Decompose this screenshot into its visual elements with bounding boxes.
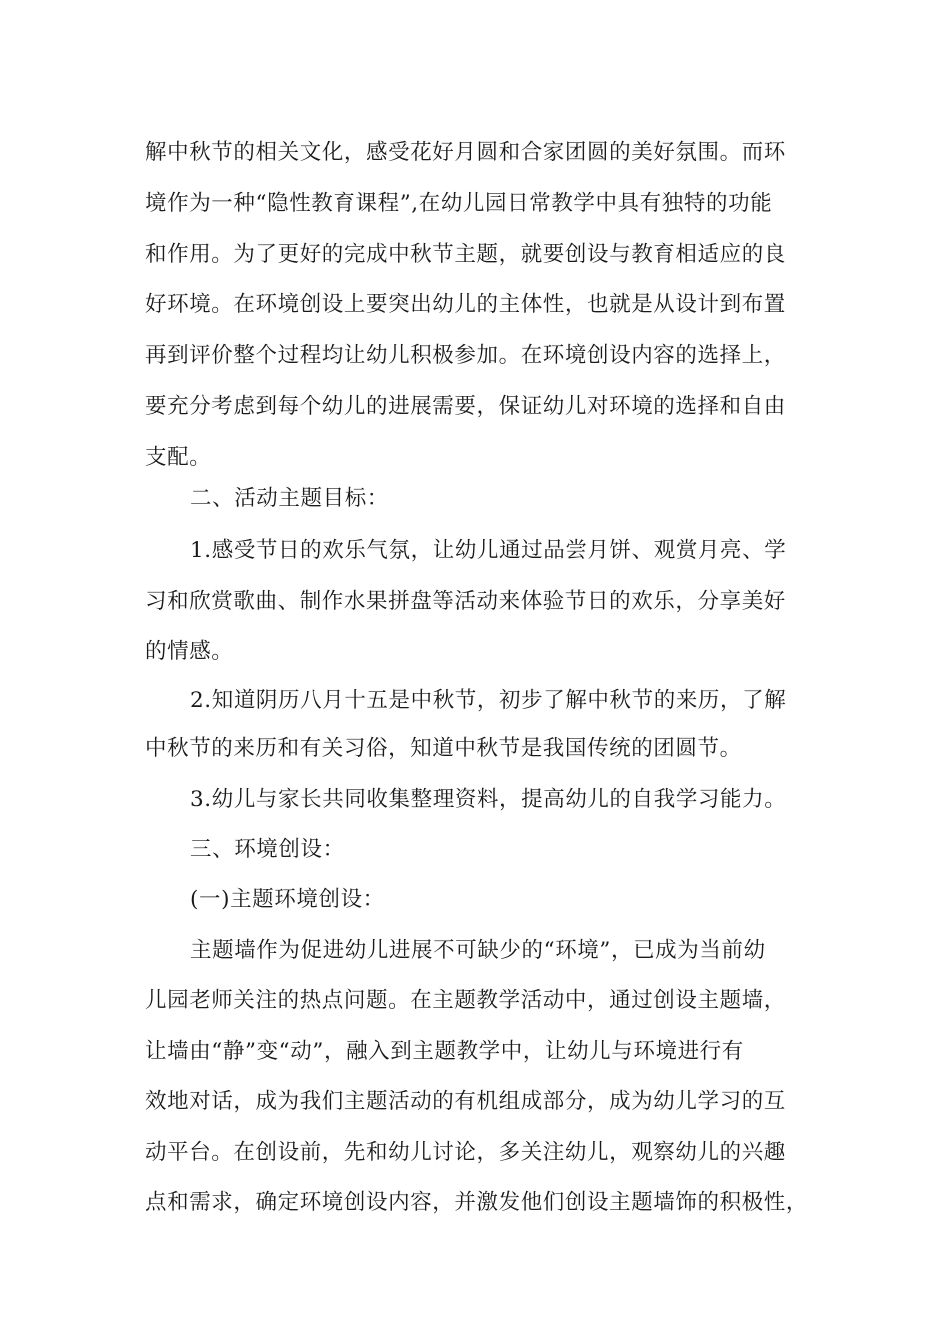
text-line: 效地对话，成为我们主题活动的有机组成部分，成为幼儿学习的互 [145, 1089, 786, 1114]
text-line: 的情感。 [145, 639, 234, 664]
section-heading: 二、活动主题目标： [190, 486, 389, 511]
text-line: 要充分考虑到每个幼儿的进展需要，保证幼儿对环境的选择和自由 [145, 394, 786, 419]
text-line: 2.知道阴历八月十五是中秋节，初步了解中秋节的来历，了解 [190, 688, 787, 713]
text-line: 习和欣赏歌曲、制作水果拼盘等活动来体验节日的欢乐，分享美好 [145, 589, 786, 614]
text-line: 再到评价整个过程均让幼儿积极参加。在环境创设内容的选择上， [145, 343, 786, 368]
text-line: 解中秋节的相关文化，感受花好月圆和合家团圆的美好氛围。而环 [145, 140, 786, 165]
section-heading: 三、环境创设： [190, 837, 345, 862]
text-line: 3.幼儿与家长共同收集整理资料，提高幼儿的自我学习能力。 [190, 787, 787, 812]
text-line: 中秋节的来历和有关习俗，知道中秋节是我国传统的团圆节。 [145, 736, 742, 761]
text-line: 主题墙作为促进幼儿进展不可缺少的“环境”，已成为当前幼 [190, 938, 766, 963]
text-line: 支配。 [145, 445, 212, 470]
text-line: 儿园老师关注的热点问题。在主题教学活动中，通过创设主题墙， [145, 988, 786, 1013]
text-line: 动平台。在创设前，先和幼儿讨论，多关注幼儿，观察幼儿的兴趣 [145, 1140, 786, 1165]
text-line: 让墙由“静”变“动”，融入到主题教学中，让幼儿与环境进行有 [145, 1039, 744, 1064]
text-line: 境作为一种“隐性教育课程”,在幼儿园日常教学中具有独特的功能 [145, 191, 773, 216]
text-line: 点和需求，确定环境创设内容，并激发他们创设主题墙饰的积极性， [145, 1190, 809, 1215]
text-line: 和作用。为了更好的完成中秋节主题，就要创设与教育相适应的良 [145, 242, 786, 267]
text-line: 好环境。在环境创设上要突出幼儿的主体性，也就是从设计到布置 [145, 292, 786, 317]
subsection-heading: (一)主题环境创设： [190, 887, 385, 912]
text-line: 1.感受节日的欢乐气氛，让幼儿通过品尝月饼、观赏月亮、学 [190, 538, 787, 563]
